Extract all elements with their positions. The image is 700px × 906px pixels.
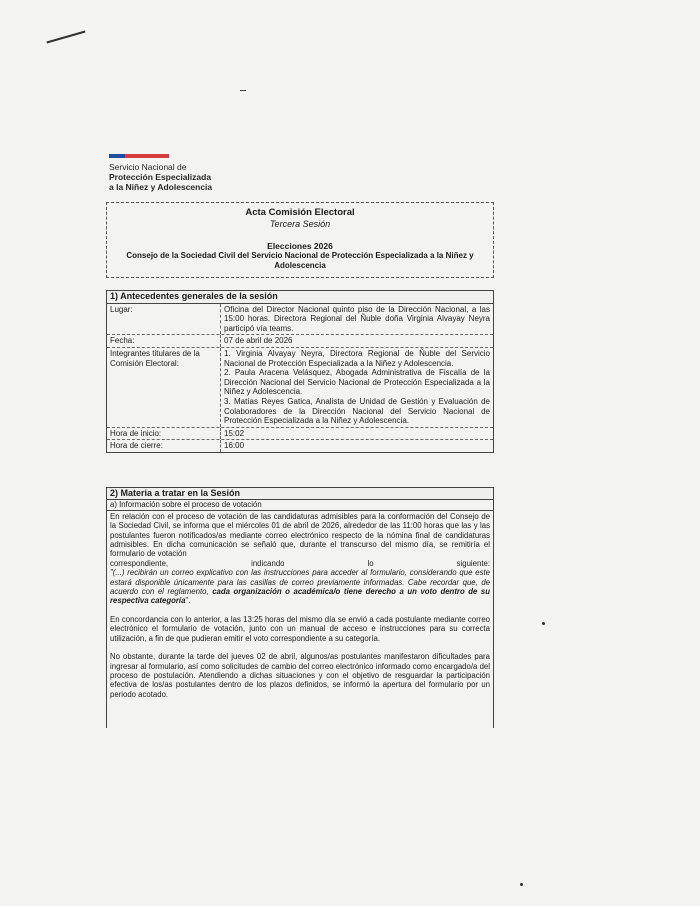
logo-line-3: a la Niñez y Adolescencia xyxy=(109,182,213,192)
table-row xyxy=(107,428,493,441)
scan-mark xyxy=(240,90,246,91)
scan-speck xyxy=(520,883,523,886)
row-value-date: 07 de abril de 2026 xyxy=(224,336,293,346)
row-value-members xyxy=(221,348,493,427)
paragraph-1-spread xyxy=(110,559,490,568)
row-value-start: 15:02 xyxy=(224,428,245,438)
table-row xyxy=(107,440,493,452)
row-label-members: Integrantes titulares de la Comisión Electoral: xyxy=(107,348,221,427)
spread-word: indicando xyxy=(251,558,285,568)
document-header xyxy=(106,202,494,278)
elections-label: Elecciones 2026 xyxy=(267,241,333,251)
row-value-place: Oficina del Director Nacional quinto piso de la Dirección Nacional, a las 15:00 horas. Directora Regional del Ñuble doña Virginia Alvayay Neyra participó vía teams. xyxy=(224,304,490,333)
logo-line-1: Servicio Nacional de xyxy=(109,162,187,172)
quote-bold-text: cada organización o académica/o tiene derecho a un voto dentro de su respectiva categoría xyxy=(110,587,491,606)
document-title: Acta Comisión Electoral xyxy=(245,207,355,218)
table-row xyxy=(107,335,493,348)
row-value-end: 16:00 xyxy=(224,441,245,451)
row-label-end: Hora de cierre: xyxy=(107,440,221,452)
section-matters xyxy=(106,487,494,728)
scan-speck xyxy=(542,622,545,625)
section-1-title: 1) Antecedentes generales de la sesión xyxy=(107,291,493,304)
member-item: 2. Paula Aracena Velásquez, Abogada Administrativa de Fiscalía de la Dirección Nacional del Servicio Nacional de Protección Especializada a la Niñez y Adolescencia. xyxy=(224,368,490,397)
member-item: 3. Matías Reyes Gatica, Analista de Unidad de Gestión y Evaluación de Colaboradores de la Dirección Nacional del Servicio Nacional de Protección Especializada a la Niñez y Adolescencia. xyxy=(224,396,490,426)
logo-flag-bar xyxy=(109,154,169,158)
paragraph: En concordancia con lo anterior, a las 13:25 horas del mismo día se envió a cada postulante mediante correo electrónico el formulario de votación, junto con un manual de acceso e instrucciones para su correcta utilización, a fin de que pudieran emitir el voto correspondiente a su categoría. xyxy=(110,614,490,643)
section-2-body xyxy=(107,511,493,709)
member-item: 1. Virginia Alvayay Neyra, Directora Regional de Ñuble del Servicio Nacional de Protección Especializada a la Niñez y Adolescencia. xyxy=(224,348,490,368)
quote-end: ". xyxy=(185,596,191,606)
table-row xyxy=(107,348,493,428)
paragraph xyxy=(110,512,490,606)
council-name: Consejo de la Sociedad Civil del Servicio Nacional de Protección Especializada a la Niñez y Adolescencia xyxy=(126,251,474,270)
logo-line-2: Protección Especializada xyxy=(109,172,212,182)
spread-word: siguiente: xyxy=(456,558,490,568)
section-2-subtitle: a) Información sobre el proceso de votación xyxy=(107,500,493,510)
quote-text: "(...) recibirán un correo explicativo con las instrucciones para acceder al formulario, considerando que este estará disponible únicamente para las casillas de correo previamente informadas. Cabe recordar que, de acuerdo con el reglamento, xyxy=(110,568,490,597)
table-row xyxy=(107,304,493,336)
session-label: Tercera Sesión xyxy=(269,219,331,229)
spread-word: lo xyxy=(367,558,374,568)
pen-stroke-mark xyxy=(46,31,85,44)
paragraph: No obstante, durante la tarde del jueves 02 de abril, algunos/as postulantes manifestaron dificultades para ingresar al formulario, así como solicitudes de cambio del correo electrónico informado como encargado/a del proceso de postulación. Atendiendo a dichas situaciones y con el objetivo de resguardar la participación efectiva de los/as postulantes dentro de los plazos definidos, se informó la apertura del formulario por un periodo acotado. xyxy=(110,652,490,699)
row-label-place: Lugar: xyxy=(107,304,221,335)
section-general-info xyxy=(106,290,494,453)
row-label-start: Hora de inicio: xyxy=(107,428,221,440)
spread-word: correspondiente, xyxy=(110,558,169,568)
row-label-date: Fecha: xyxy=(107,335,221,347)
paragraph-1-text: En relación con el proceso de votación de las candidaturas admisibles para la conformación del Consejo de la Sociedad Civil, se informa que el miércoles 01 de abril de 2026, alrededor de las 11:00 horas que las y las postulantes fueron notificados/as mediante correo electrónico respecto de la nómina final de candidaturas admisibles. En dicha comunicación se señaló que, durante el transcurso del mismo día, se remitiría el formulario de votación xyxy=(110,511,490,559)
section-2-title: 2) Materia a tratar en la Sesión xyxy=(107,488,493,500)
institution-logo xyxy=(109,154,249,192)
